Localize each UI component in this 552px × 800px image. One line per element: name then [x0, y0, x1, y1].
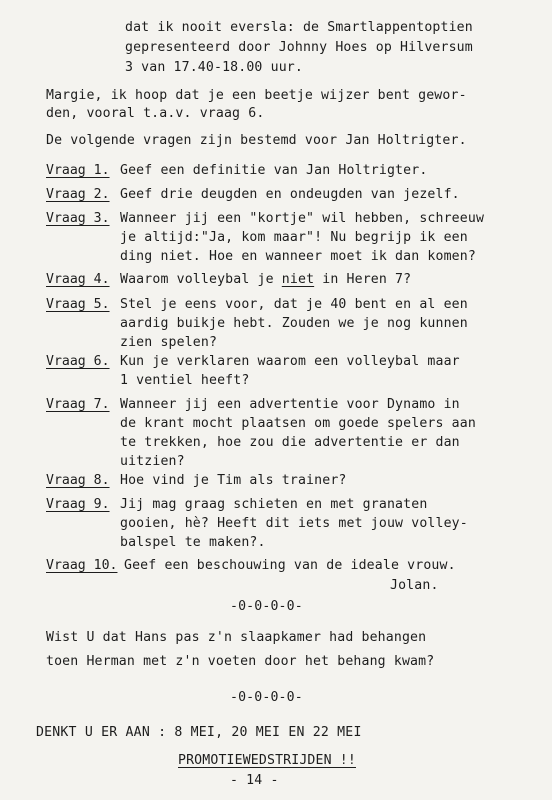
margie-line: Margie, ik hoop dat je een beetje wijzer bent gewor-	[46, 88, 467, 103]
promotion-matches: PROMOTIEWEDSTRIJDEN !!	[178, 753, 356, 768]
question-label: Vraag 3.	[46, 211, 110, 226]
question-text: ding niet. Hoe en wanneer moet ik dan komen?	[120, 249, 476, 264]
separator: -0-0-0-0-	[230, 599, 303, 614]
question-text: 1 ventiel heeft?	[120, 373, 250, 388]
question-label: Vraag 8.	[46, 473, 110, 488]
intro-line: 3 van 17.40-18.00 uur.	[125, 60, 303, 75]
question-text: uitzien?	[120, 454, 185, 469]
question-text: Kun je verklaren waarom een volleybal maar	[120, 354, 460, 369]
wist-line: toen Herman met z'n voeten door het behang kwam?	[46, 654, 435, 669]
reminder-dates: DENKT U ER AAN : 8 MEI, 20 MEI EN 22 MEI	[36, 725, 362, 740]
question-text: Geef een definitie van Jan Holtrigter.	[120, 163, 428, 178]
question-text: Jij mag graag schieten en met granaten	[120, 497, 428, 512]
question-text: je altijd:"Ja, kom maar"! Nu begrijp ik een	[120, 230, 468, 245]
page-number: - 14 -	[230, 773, 279, 788]
question-label: Vraag 7.	[46, 397, 110, 412]
intro-line: gepresenteerd door Johnny Hoes op Hilversum	[125, 40, 473, 55]
question-text-post: in Heren 7?	[314, 272, 412, 287]
question-text: aardig buikje hebt. Zouden we je nog kunnen	[120, 316, 468, 331]
question-label: Vraag 10.	[46, 558, 118, 573]
question-label: Vraag 4.	[46, 272, 110, 287]
margie-line: den, vooral t.a.v. vraag 6.	[46, 106, 265, 121]
separator: -0-0-0-0-	[230, 690, 303, 705]
question-text: de krant mocht plaatsen om goede spelers aan	[120, 416, 476, 431]
question-text-pre: Waarom volleybal je	[120, 272, 282, 287]
question-text: zien spelen?	[120, 335, 218, 350]
question-label: Vraag 2.	[46, 187, 110, 202]
signature: Jolan.	[390, 578, 439, 593]
question-label: Vraag 9.	[46, 497, 110, 512]
question-text: Stel je eens voor, dat je 40 bent en al een	[120, 297, 468, 312]
emphasis-not: niet	[281, 272, 315, 287]
question-text: Wanneer jij een "kortje" wil hebben, schreeuw	[120, 211, 485, 226]
question-text: gooien, hè? Heeft dit iets met jouw volley-	[120, 516, 468, 531]
question-text: Hoe vind je Tim als trainer?	[120, 473, 347, 488]
question-text	[120, 270, 411, 290]
question-text: balspel te maken?.	[120, 535, 266, 550]
question-label: Vraag 5.	[46, 297, 110, 312]
questions-heading: De volgende vragen zijn bestemd voor Jan Holtrigter.	[46, 133, 467, 148]
question-text: Geef een beschouwing van de ideale vrouw.	[124, 558, 456, 573]
wist-line: Wist U dat Hans pas z'n slaapkamer had behangen	[46, 630, 427, 645]
intro-line: dat ik nooit eversla: de Smartlappentoptien	[125, 20, 473, 35]
question-text: Geef drie deugden en ondeugden van jezelf.	[120, 187, 460, 202]
question-label: Vraag 6.	[46, 354, 110, 369]
question-label: Vraag 1.	[46, 163, 110, 178]
question-text: te trekken, hoe zou die advertentie er dan	[120, 435, 460, 450]
question-text: Wanneer jij een advertentie voor Dynamo in	[120, 397, 460, 412]
